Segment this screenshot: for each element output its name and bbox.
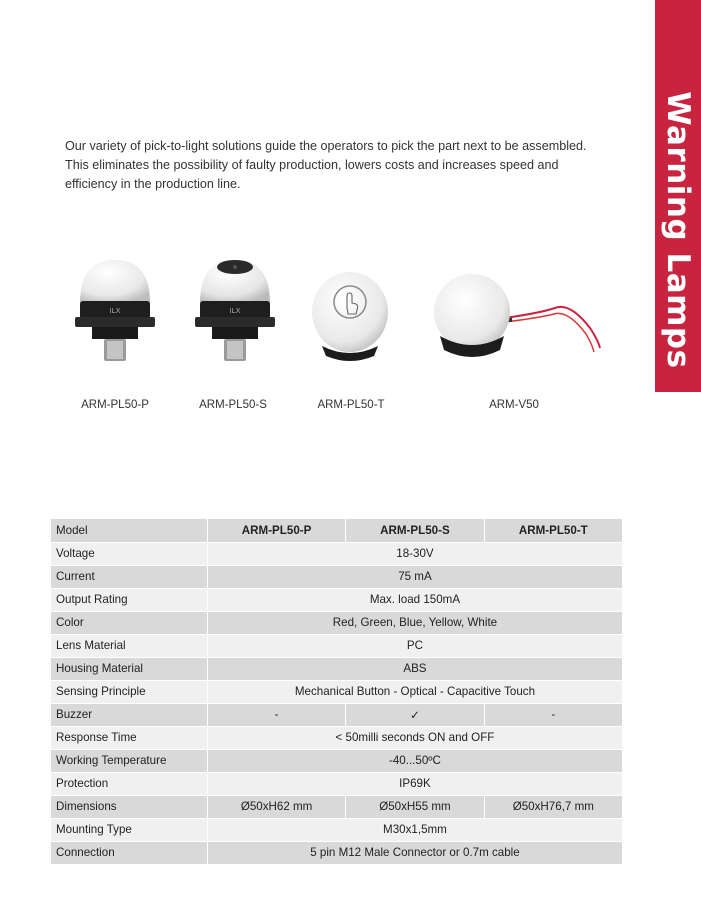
row-label: Color — [51, 611, 207, 634]
row-value: -40...50ºC — [207, 749, 622, 772]
row-value: < 50milli seconds ON and OFF — [207, 726, 622, 749]
table-row — [51, 680, 623, 703]
row-value: PC — [207, 634, 622, 657]
row-label: Lens Material — [51, 634, 207, 657]
row-label: Connection — [51, 841, 207, 864]
row-label: Working Temperature — [51, 749, 207, 772]
table-row — [51, 818, 623, 841]
section-title: Warning Lamps — [660, 91, 696, 369]
table-row — [51, 588, 623, 611]
check-icon: ✓ — [346, 703, 484, 726]
row-label: Voltage — [51, 542, 207, 565]
table-row — [51, 542, 623, 565]
table-row — [51, 841, 623, 864]
row-value: Ø50xH76,7 mm — [484, 795, 622, 818]
row-label: Mounting Type — [51, 818, 207, 841]
lamp-logo: ILX — [109, 307, 121, 315]
table-header-row — [51, 519, 623, 542]
row-value: 5 pin M12 Male Connector or 0.7m cable — [207, 841, 622, 864]
row-value: - — [484, 703, 622, 726]
row-label: Buzzer — [51, 703, 207, 726]
table-row — [51, 772, 623, 795]
touch-lamp-icon — [310, 268, 390, 378]
table-row — [51, 565, 623, 588]
row-value: - — [207, 703, 345, 726]
row-label: Current — [51, 565, 207, 588]
row-label: Sensing Principle — [51, 680, 207, 703]
table-row — [51, 795, 623, 818]
intro-line: efficiency in the production line. — [65, 177, 241, 191]
intro-paragraph — [65, 137, 595, 194]
row-value: ABS — [207, 657, 622, 680]
row-value: Mechanical Button - Optical - Capacitive Touch — [207, 680, 622, 703]
model-header: ARM-PL50-T — [484, 519, 622, 542]
row-label: Model — [51, 519, 207, 542]
dome-lamp-connector-icon — [70, 255, 160, 370]
table-row — [51, 703, 623, 726]
table-row — [51, 634, 623, 657]
row-value: M30x1,5mm — [207, 818, 622, 841]
product-label: ARM-PL50-S — [199, 399, 267, 411]
table-row — [51, 749, 623, 772]
spec-table — [51, 519, 623, 865]
intro-line: This eliminates the possibility of faulty production, lowers costs and increases speed and — [65, 158, 559, 172]
product-label: ARM-V50 — [489, 399, 539, 411]
dome-lamp-sensor-icon — [190, 255, 280, 370]
row-value: Max. load 150mA — [207, 588, 622, 611]
row-value: Ø50xH62 mm — [207, 795, 345, 818]
row-value: 18-30V — [207, 542, 622, 565]
model-header: ARM-PL50-S — [346, 519, 484, 542]
row-value: IP69K — [207, 772, 622, 795]
product-label: ARM-PL50-T — [317, 399, 385, 411]
row-value: Red, Green, Blue, Yellow, White — [207, 611, 622, 634]
row-label: Output Rating — [51, 588, 207, 611]
section-tab — [655, 0, 701, 392]
table-row — [51, 726, 623, 749]
row-value: Ø50xH55 mm — [346, 795, 484, 818]
model-header: ARM-PL50-P — [207, 519, 345, 542]
intro-line: Our variety of pick-to-light solutions guide the operators to pick the part next to be assembled. — [65, 139, 587, 153]
dome-lamp-cable-icon — [430, 268, 610, 378]
product-label: ARM-PL50-P — [81, 399, 149, 411]
row-value: 75 mA — [207, 565, 622, 588]
row-label: Dimensions — [51, 795, 207, 818]
row-label: Housing Material — [51, 657, 207, 680]
row-label: Protection — [51, 772, 207, 795]
table-row — [51, 657, 623, 680]
lamp-logo: ILX — [229, 307, 241, 315]
table-row — [51, 611, 623, 634]
row-label: Response Time — [51, 726, 207, 749]
